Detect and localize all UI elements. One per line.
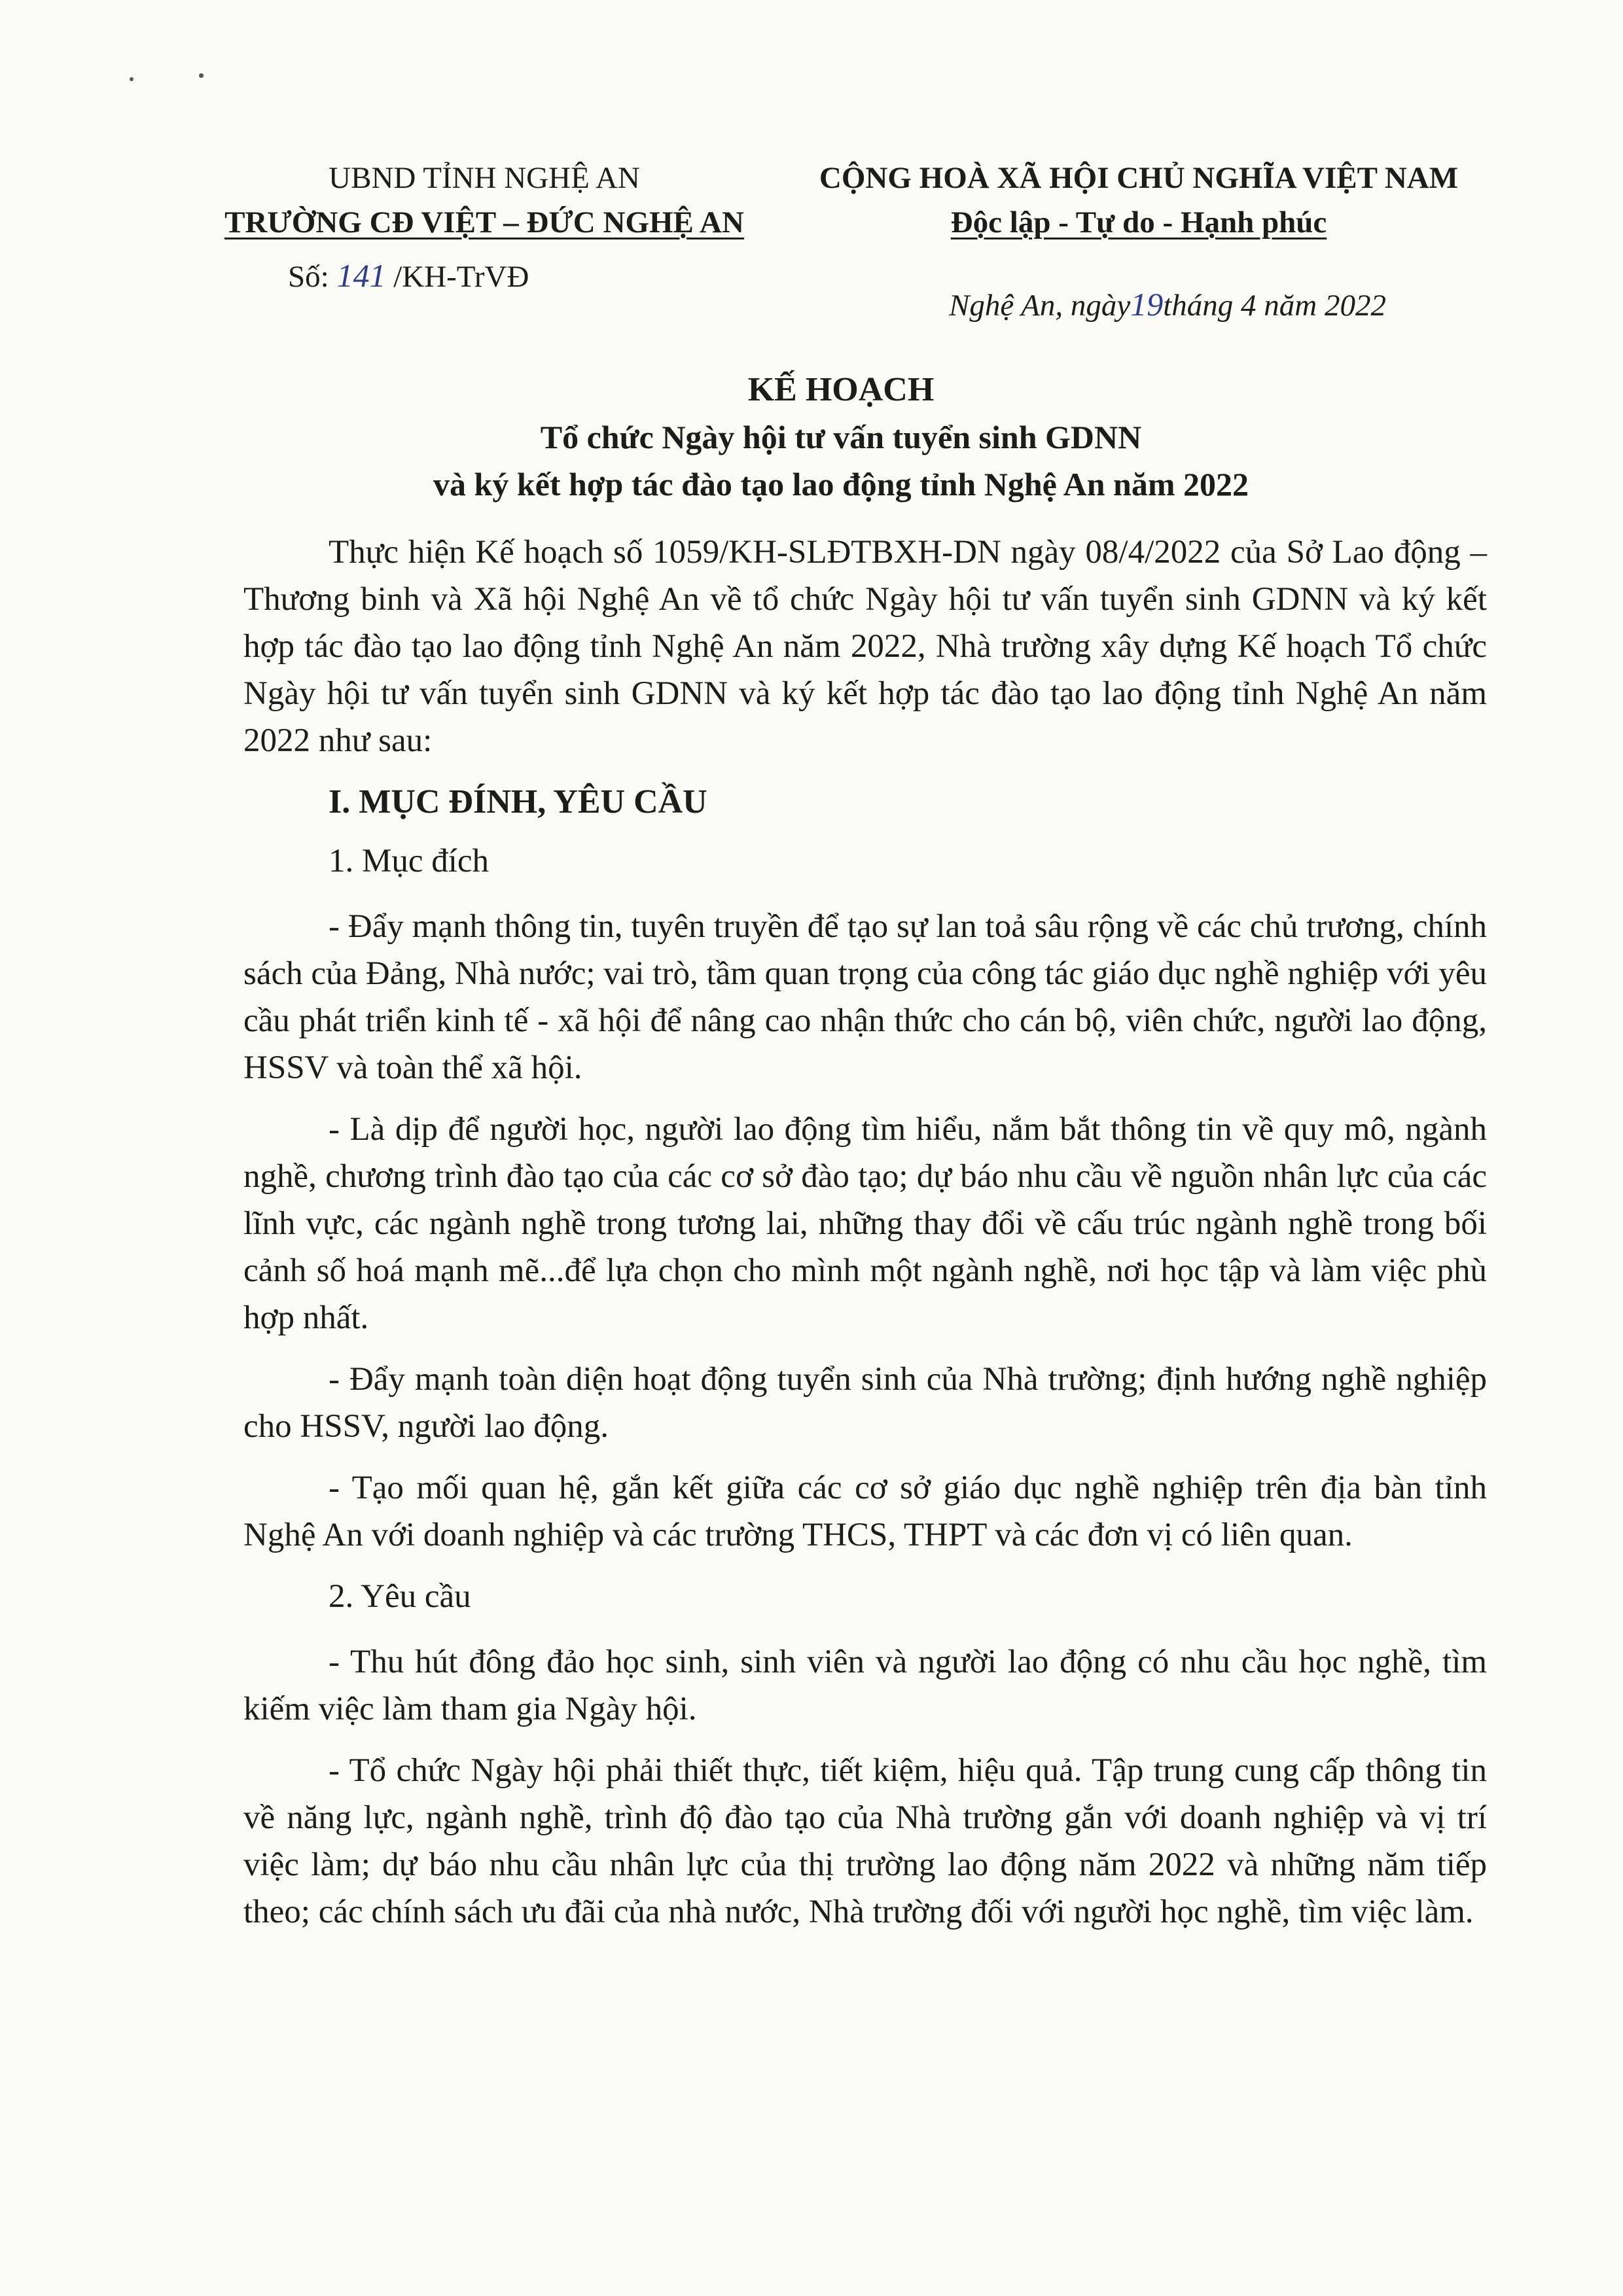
document-title-block [190, 366, 1492, 508]
issue-date [949, 285, 1386, 323]
doc-number-handwritten: 141 [336, 257, 386, 294]
document-number [288, 256, 529, 294]
org-line-1: UBND TỈNH NGHỆ AN [329, 161, 640, 195]
date-prefix: Nghệ An, ngày [949, 289, 1131, 323]
document-body [243, 529, 1487, 1950]
date-day-handwritten: 19 [1130, 286, 1164, 323]
document-title: KẾ HOẠCH [747, 371, 935, 408]
requirement-item: - Tổ chức Ngày hội phải thiết thực, tiết kiệm, hiệu quả. Tập trung cung cấp thông tin về năng lực, ngành nghề, trình độ đào tạo của Nhà trường gắn với doanh nghiệp và vị trí việc làm; dự báo nhu cầu nhân lực của thị trường lao động năm 2022 và những năm tiếp theo; các chính sách ưu đãi của nhà nước, Nhà trường đối với người học nghề, tìm việc làm. [243, 1752, 1487, 1930]
intro-paragraph: Thực hiện Kế hoạch số 1059/KH-SLĐTBXH-DN ngày 08/4/2022 của Sở Lao động – Thương binh và Xã hội Nghệ An về tổ chức Ngày hội tư vấn tuyển sinh GDNN và ký kết hợp tác đào tạo lao động tỉnh Nghệ An năm 2022, Nhà trường xây dựng Kế hoạch Tổ chức Ngày hội tư vấn tuyển sinh GDNN và ký kết hợp tác đào tạo lao động tỉnh Nghệ An năm 2022 như sau: [243, 534, 1487, 759]
purpose-item: - Đẩy mạnh thông tin, tuyên truyền để tạo sự lan toả sâu rộng về các chủ trương, chính sách của Đảng, Nhà nước; vai trò, tầm quan trọng của công tác giáo dục nghề nghiệp với yêu cầu phát triển kinh tế - xã hội để nâng cao nhận thức cho cán bộ, viên chức, người lao động, HSSV và toàn thể xã hội. [243, 908, 1487, 1086]
org-name: TRƯỜNG CĐ VIỆT – ĐỨC NGHỆ AN [224, 205, 744, 239]
motto: Độc lập - Tự do - Hạnh phúc [950, 205, 1327, 239]
doc-number-prefix: Số: [288, 260, 329, 294]
purpose-item: - Đẩy mạnh toàn diện hoạt động tuyển sinh của Nhà trường; định hướng nghề nghiệp cho HSSV, người lao động. [243, 1361, 1487, 1445]
issuing-organization [190, 156, 779, 245]
purpose-item: - Tạo mối quan hệ, gắn kết giữa các cơ sở giáo dục nghề nghiệp trên địa bàn tỉnh Nghệ An với doanh nghiệp và các trường THCS, THPT và các đơn vị có liên quan. [243, 1470, 1487, 1553]
document-subtitle-2: và ký kết hợp tác đào tạo lao động tỉnh Nghệ An năm 2022 [433, 466, 1249, 503]
doc-number-suffix: /KH-TrVĐ [393, 260, 529, 294]
section-heading: I. MỤC ĐÍNH, YÊU CẦU [329, 783, 707, 821]
purpose-item: - Là dịp để người học, người lao động tìm hiểu, nắm bắt thông tin về quy mô, ngành nghề, chương trình đào tạo của các cơ sở đào tạo; dự báo nhu cầu về nguồn nhân lực của các lĩnh vực, các ngành nghề trong tương lai, những thay đổi về cấu trúc ngành nghề trong bối cảnh số hoá mạnh mẽ...để lựa chọn cho mình một ngành nghề, nơi học tập và làm việc phù hợp nhất. [243, 1111, 1487, 1336]
subsection-heading-purpose: 1. Mục đích [329, 843, 490, 879]
national-header [772, 156, 1505, 245]
scan-speck [199, 73, 204, 78]
requirement-item: - Thu hút đông đảo học sinh, sinh viên và người lao động có nhu cầu học nghề, tìm kiếm việc làm tham gia Ngày hội. [243, 1644, 1487, 1727]
subsection-heading-requirements: 2. Yêu cầu [329, 1578, 471, 1615]
nation-name: CỘNG HOÀ XÃ HỘI CHỦ NGHĨA VIỆT NAM [819, 161, 1459, 195]
org-line-2 [190, 200, 779, 245]
document-subtitle-1: Tổ chức Ngày hội tư vấn tuyển sinh GDNN [540, 419, 1142, 455]
date-suffix: tháng 4 năm 2022 [1163, 289, 1386, 323]
scan-speck [130, 77, 134, 81]
motto-line [772, 200, 1505, 245]
